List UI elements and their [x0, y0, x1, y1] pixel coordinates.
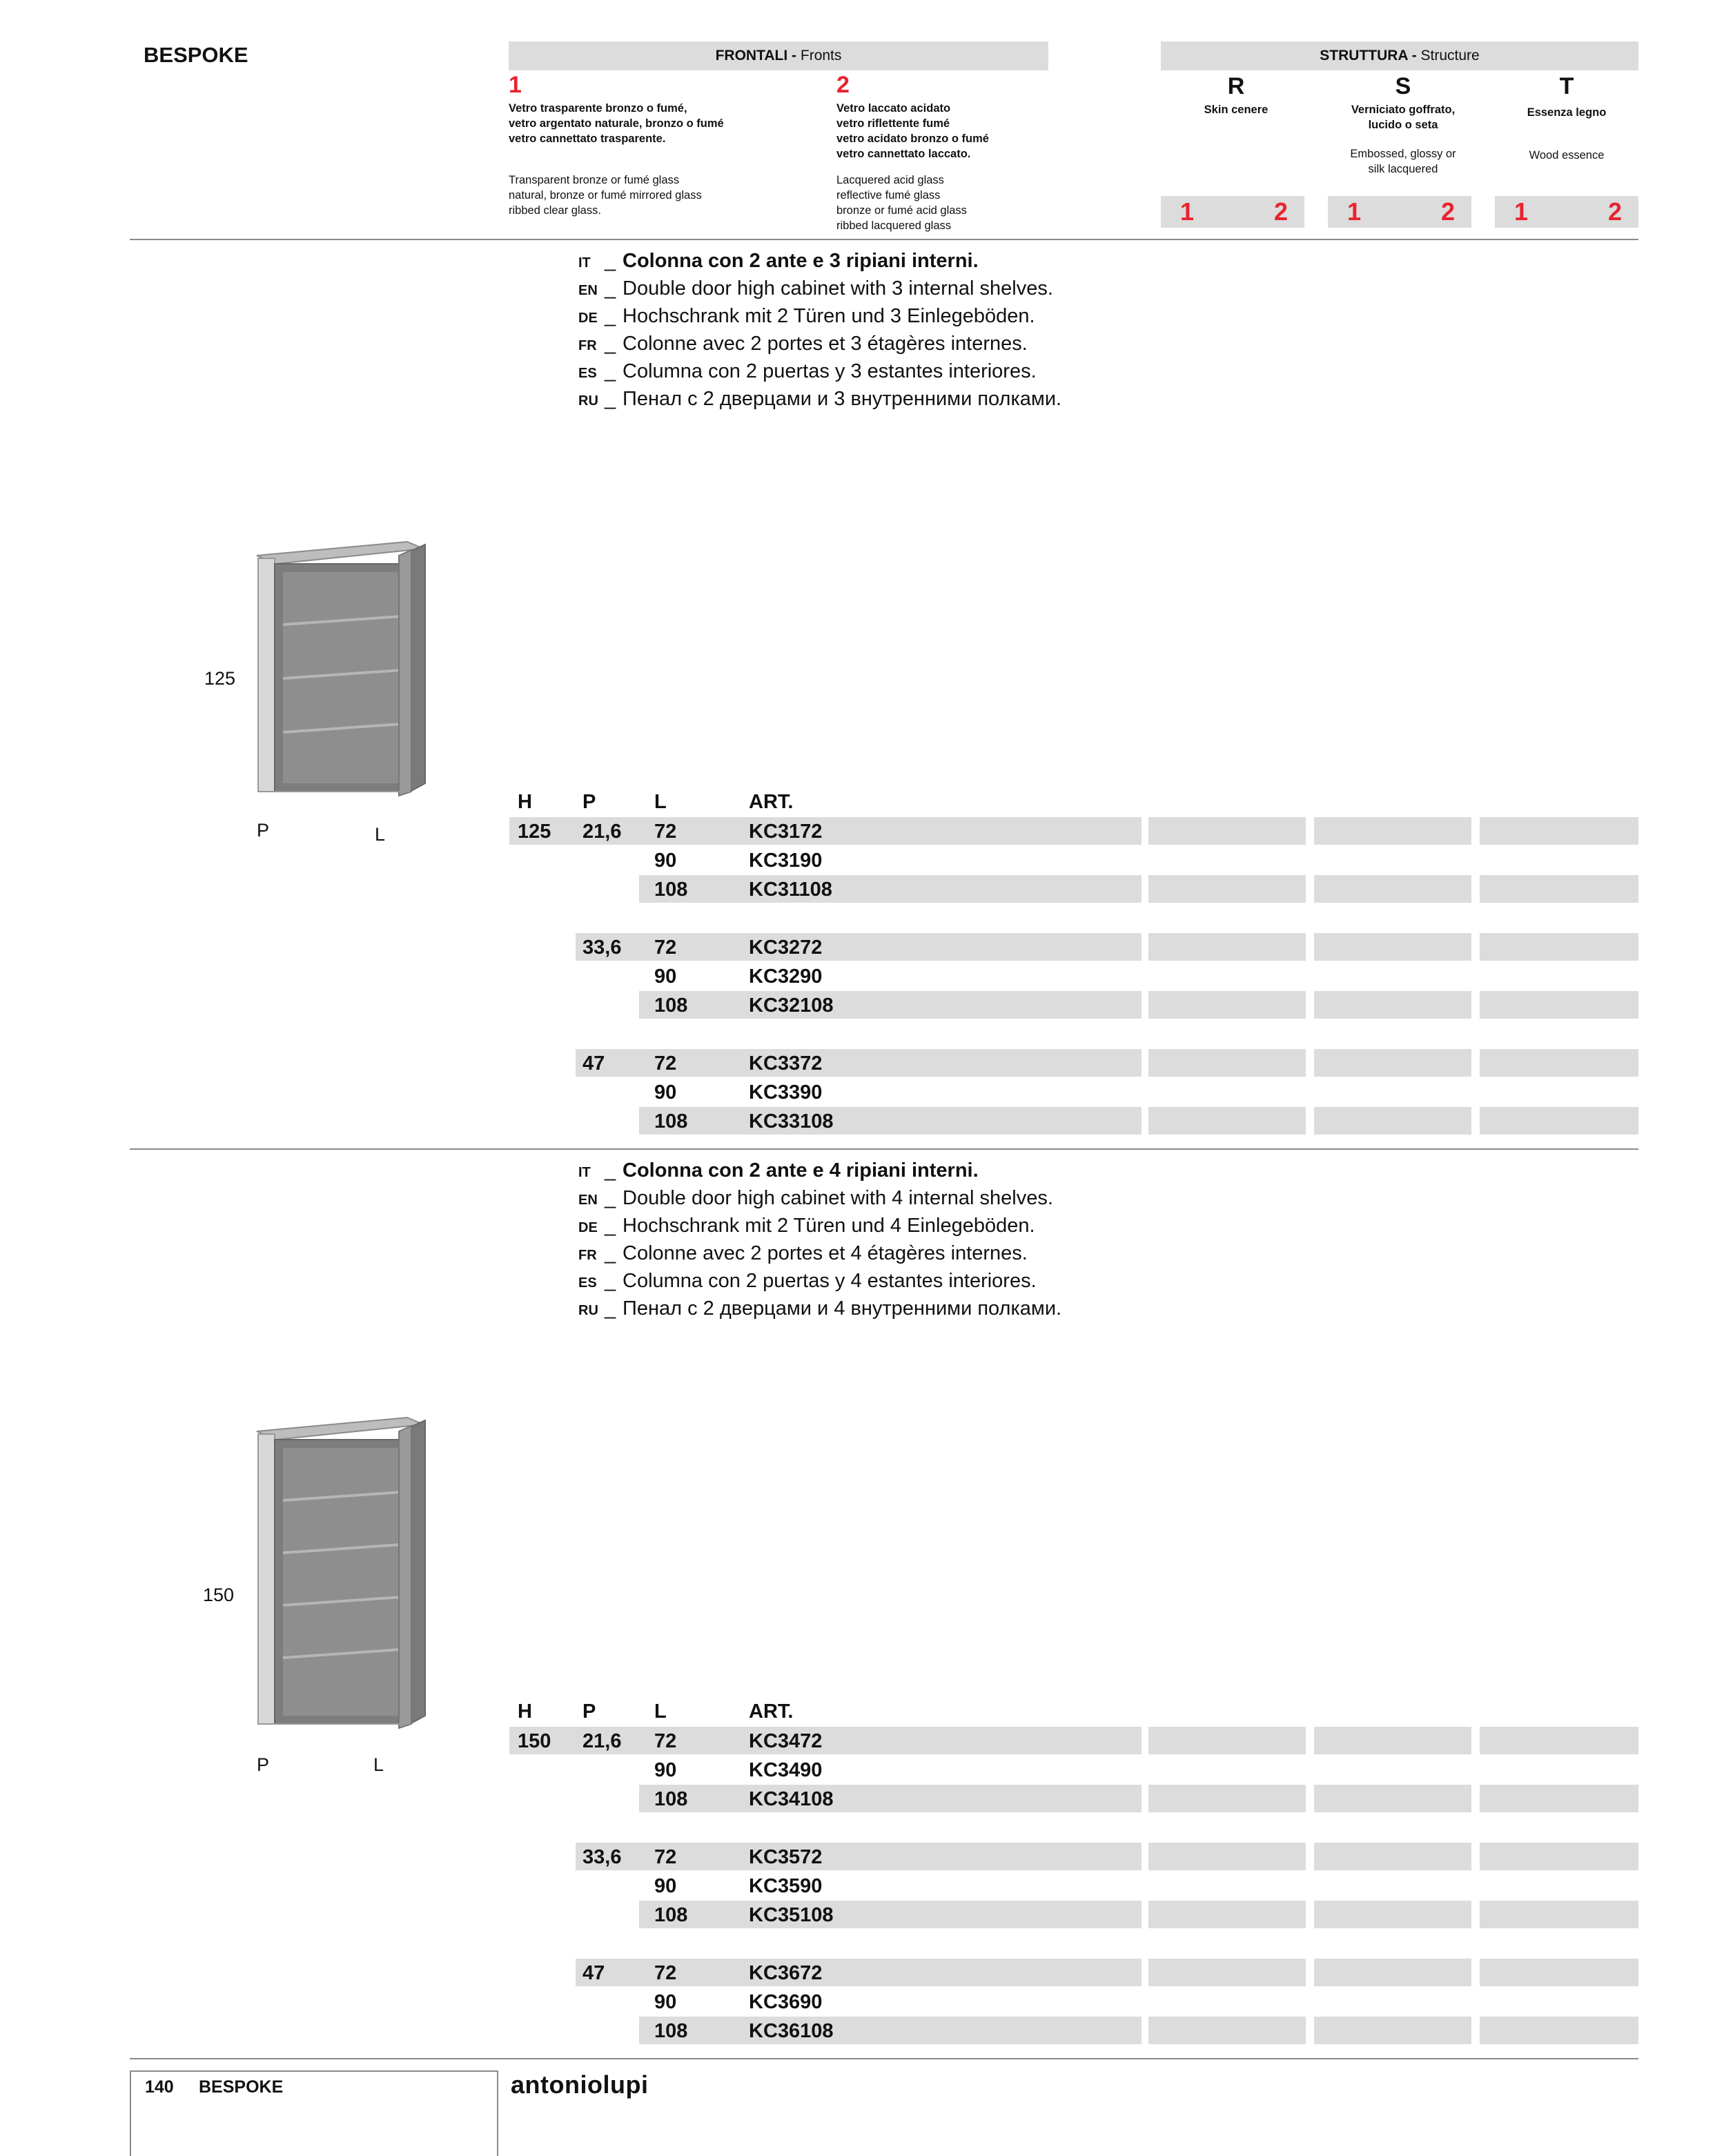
cell-l: 108: [654, 1110, 688, 1133]
cell-art: KC3190: [749, 850, 823, 872]
cell-p: 33,6: [582, 1846, 622, 1868]
cell-l: 72: [654, 937, 677, 959]
finish-cell-t: [1480, 933, 1638, 961]
structure-option-s: [1328, 75, 1478, 177]
description-line: DE _ Hochschrank mit 2 Türen und 3 Einlegeböden.: [578, 302, 1035, 332]
text-line: Verniciato goffrato,: [1351, 104, 1456, 116]
description-text: Colonna con 2 ante e 4 ripiani interni.: [623, 1159, 979, 1182]
description-line: FR _ Colonne avec 2 portes et 4 étagères internes.: [578, 1239, 1028, 1269]
cell-l: 72: [654, 1962, 677, 1984]
finish-number: 2: [1274, 197, 1289, 226]
structure-s-finish-bar: [1328, 196, 1471, 228]
front-option-number: 1: [509, 72, 522, 98]
front-option-2: [836, 73, 1044, 233]
description-line: EN _ Double door high cabinet with 4 internal shelves.: [578, 1184, 1053, 1214]
page-number: 140: [145, 2077, 174, 2097]
cell-art: KC32108: [749, 994, 834, 1017]
cabinet-width-label: L: [375, 824, 386, 845]
finish-cell-r: [1148, 991, 1306, 1019]
finish-cell-r: [1148, 875, 1306, 903]
footer-divider: [130, 2058, 1638, 2059]
finish-cell-s: [1314, 1843, 1471, 1870]
text-line: Vetro trasparente bronzo o fumé,: [509, 102, 687, 115]
finish-cell-s: [1314, 2017, 1471, 2044]
description-text: Colonna con 2 ante e 3 ripiani interni.: [623, 250, 979, 272]
catalog-title: BESPOKE: [144, 43, 248, 67]
cell-art: KC3272: [749, 937, 823, 959]
finish-number: 1: [1514, 197, 1529, 226]
col-header-l: L: [654, 791, 667, 813]
structure-option-r: [1161, 75, 1311, 117]
cell-h: 125: [518, 821, 551, 843]
cell-art: KC3172: [749, 821, 823, 843]
cell-l: 72: [654, 821, 677, 843]
finish-cell-t: [1480, 1727, 1638, 1754]
cell-p: 47: [582, 1052, 605, 1075]
finish-cell-r: [1148, 1959, 1306, 1986]
cell-l: 90: [654, 1081, 677, 1104]
structure-option-t: [1495, 75, 1638, 163]
finish-cell-s: [1314, 1727, 1471, 1754]
cell-l: 72: [654, 1730, 677, 1752]
finish-cell-r: [1148, 1049, 1306, 1077]
cabinet-depth-label: P: [257, 1754, 270, 1775]
cell-l: 108: [654, 1904, 688, 1926]
cell-h: 150: [518, 1730, 551, 1752]
description-line: IT _ Colonna con 2 ante e 3 ripiani interni.: [578, 247, 979, 277]
text-line: vetro cannettato trasparente.: [509, 133, 666, 145]
header-divider: [130, 239, 1638, 240]
finish-cell-t: [1480, 817, 1638, 845]
finish-cell-s: [1314, 875, 1471, 903]
language-code: DE: [578, 311, 598, 326]
language-code: ES: [578, 366, 597, 381]
text-line: Vetro laccato acidato: [836, 102, 951, 115]
col-header-h: H: [518, 791, 532, 813]
front-option-number: 2: [836, 72, 850, 98]
description-line: IT _ Colonna con 2 ante e 4 ripiani interni.: [578, 1157, 979, 1186]
language-code: RU: [578, 393, 598, 409]
cabinet-height-label: 125: [204, 668, 236, 689]
description-text: Colonne avec 2 portes et 4 étagères internes.: [623, 1242, 1028, 1264]
finish-cell-t: [1480, 1843, 1638, 1870]
finish-cell-s: [1314, 1785, 1471, 1812]
text-line: Transparent bronze or fumé glass: [509, 174, 680, 186]
row-bar: [639, 1107, 1142, 1135]
cell-art: KC3472: [749, 1730, 823, 1752]
cell-art: KC36108: [749, 2020, 834, 2042]
row-bar: [639, 2017, 1142, 2044]
col-header-l: L: [654, 1701, 667, 1723]
cell-l: 90: [654, 1991, 677, 2013]
text-line: natural, bronze or fumé mirrored glass: [509, 189, 702, 202]
finish-cell-r: [1148, 1727, 1306, 1754]
finish-cell-r: [1148, 1843, 1306, 1870]
structure-en: [1328, 146, 1478, 177]
finish-cell-s: [1314, 1107, 1471, 1135]
cell-art: KC3290: [749, 966, 823, 988]
finish-cell-r: [1148, 2017, 1306, 2044]
cell-art: KC33108: [749, 1110, 834, 1133]
finish-number: 2: [1608, 197, 1623, 226]
finish-cell-t: [1480, 1049, 1638, 1077]
language-code: EN: [578, 283, 598, 298]
row-bar: [639, 875, 1142, 903]
brand-logo: antoniolupi: [511, 2070, 649, 2099]
language-code: EN: [578, 1193, 598, 1208]
cell-p: 33,6: [582, 937, 622, 959]
language-code: IT: [578, 255, 591, 271]
text-line: silk lacquered: [1368, 163, 1438, 175]
text-line: Lacquered acid glass: [836, 174, 944, 186]
text-line: vetro argentato naturale, bronzo o fumé: [509, 117, 724, 130]
article-table-2: [0, 1727, 1724, 2044]
description-text: Columna con 2 puertas y 4 estantes interiores.: [623, 1270, 1037, 1292]
finish-cell-t: [1480, 1901, 1638, 1928]
language-code: DE: [578, 1220, 598, 1235]
cell-art: KC3672: [749, 1962, 823, 1984]
finish-cell-t: [1480, 1785, 1638, 1812]
description-line: RU _ Пенал с 2 дверцами и 4 внутренними полками.: [578, 1295, 1061, 1324]
cell-l: 108: [654, 1788, 688, 1810]
cell-l: 108: [654, 994, 688, 1017]
description-line: FR _ Colonne avec 2 portes et 3 étagères internes.: [578, 330, 1028, 360]
col-header-art: ART.: [749, 1701, 794, 1723]
finish-number: 1: [1180, 197, 1195, 226]
text-line: ribbed clear glass.: [509, 204, 601, 217]
text-line: lucido o seta: [1368, 119, 1438, 131]
row-bar: [639, 1785, 1142, 1812]
description-text: Columna con 2 puertas y 3 estantes interiores.: [623, 360, 1037, 382]
finish-cell-t: [1480, 1107, 1638, 1135]
cell-l: 108: [654, 879, 688, 901]
language-code: FR: [578, 338, 597, 353]
cell-l: 90: [654, 1875, 677, 1897]
description-line: DE _ Hochschrank mit 2 Türen und 4 Einlegeböden.: [578, 1212, 1035, 1242]
cell-art: KC31108: [749, 879, 832, 901]
cabinet-illustration-1: [248, 535, 428, 811]
row-bar: [639, 1901, 1142, 1928]
row-bar: [639, 991, 1142, 1019]
language-code: IT: [578, 1165, 591, 1180]
cabinet-illustration-2: [248, 1411, 428, 1746]
fronts-header-bold: FRONTALI -: [715, 48, 797, 63]
cell-art: KC35108: [749, 1904, 834, 1926]
finish-number: 1: [1347, 197, 1362, 226]
finish-cell-r: [1148, 1901, 1306, 1928]
col-header-h: H: [518, 1701, 532, 1723]
article-table-1: [0, 817, 1724, 1135]
description-line: RU _ Пенал с 2 дверцами и 3 внутренними полками.: [578, 385, 1061, 415]
cell-p: 21,6: [582, 821, 622, 843]
finish-cell-r: [1148, 1107, 1306, 1135]
front-option-it: [836, 101, 1044, 161]
finish-cell-t: [1480, 1959, 1638, 1986]
finish-cell-s: [1314, 1959, 1471, 1986]
structure-en: Wood essence: [1529, 149, 1605, 161]
structure-it: Essenza legno: [1527, 106, 1607, 119]
structure-it: Skin cenere: [1204, 104, 1268, 116]
structure-r-finish-bar: [1161, 196, 1304, 228]
description-line: EN _ Double door high cabinet with 3 internal shelves.: [578, 275, 1053, 304]
cell-art: KC3390: [749, 1081, 823, 1104]
text-line: ribbed lacquered glass: [836, 219, 952, 232]
description-text: Пенал с 2 дверцами и 4 внутренними полками.: [623, 1297, 1062, 1320]
text-line: vetro riflettente fumé: [836, 117, 950, 130]
description-text: Double door high cabinet with 3 internal shelves.: [623, 277, 1053, 300]
finish-cell-s: [1314, 933, 1471, 961]
structure-header: [1161, 41, 1638, 70]
structure-letter: S: [1395, 73, 1411, 99]
description-text: Пенал с 2 дверцами и 3 внутренними полками.: [623, 388, 1062, 410]
section-divider: [130, 1148, 1638, 1150]
finish-cell-t: [1480, 2017, 1638, 2044]
cell-l: 72: [654, 1846, 677, 1868]
cell-p: 21,6: [582, 1730, 622, 1752]
fronts-header: [509, 41, 1048, 70]
cell-art: KC3572: [749, 1846, 823, 1868]
front-option-it: [509, 101, 778, 146]
structure-it: [1328, 102, 1478, 133]
col-header-p: P: [582, 791, 596, 813]
product-description-2: [578, 1157, 1407, 1329]
structure-header-bold: STRUTTURA -: [1320, 48, 1417, 63]
front-option-en: [836, 173, 1044, 233]
finish-cell-r: [1148, 817, 1306, 845]
text-line: bronze or fumé acid glass: [836, 204, 967, 217]
finish-cell-s: [1314, 1049, 1471, 1077]
cell-l: 108: [654, 2020, 688, 2042]
finish-cell-t: [1480, 875, 1638, 903]
finish-number: 2: [1441, 197, 1456, 226]
cell-art: KC34108: [749, 1788, 834, 1810]
col-header-art: ART.: [749, 791, 794, 813]
footer-section: BESPOKE: [199, 2077, 284, 2097]
finish-cell-t: [1480, 991, 1638, 1019]
cabinet-height-label: 150: [203, 1585, 235, 1605]
structure-header-light: Structure: [1420, 48, 1480, 63]
finish-cell-s: [1314, 817, 1471, 845]
description-text: Colonne avec 2 portes et 3 étagères internes.: [623, 333, 1028, 355]
structure-letter: T: [1559, 73, 1574, 99]
finish-cell-r: [1148, 933, 1306, 961]
structure-letter: R: [1227, 73, 1245, 99]
front-option-en: [509, 173, 778, 218]
description-text: Hochschrank mit 2 Türen und 4 Einlegeböden.: [623, 1215, 1035, 1237]
cell-l: 90: [654, 1759, 677, 1781]
cell-art: KC3372: [749, 1052, 823, 1075]
text-line: vetro acidato bronzo o fumé: [836, 133, 989, 145]
finish-cell-s: [1314, 1901, 1471, 1928]
cabinet-width-label: L: [373, 1754, 384, 1775]
language-code: RU: [578, 1303, 598, 1318]
description-text: Hochschrank mit 2 Türen und 3 Einlegeböden.: [623, 305, 1035, 327]
description-text: Double door high cabinet with 4 internal shelves.: [623, 1187, 1053, 1209]
product-description-1: [578, 247, 1407, 420]
cell-art: KC3690: [749, 1991, 823, 2013]
front-option-1: [509, 73, 778, 218]
text-line: vetro cannettato laccato.: [836, 148, 971, 160]
cell-art: KC3490: [749, 1759, 823, 1781]
cell-p: 47: [582, 1962, 605, 1984]
structure-t-finish-bar: [1495, 196, 1638, 228]
language-code: FR: [578, 1248, 597, 1263]
cell-l: 90: [654, 850, 677, 872]
text-line: reflective fumé glass: [836, 189, 941, 202]
language-code: ES: [578, 1275, 597, 1291]
fronts-header-light: Fronts: [800, 48, 842, 63]
description-line: ES _ Columna con 2 puertas y 3 estantes interiores.: [578, 357, 1037, 387]
footer-page-box: [130, 2070, 498, 2156]
col-header-p: P: [582, 1701, 596, 1723]
description-line: ES _ Columna con 2 puertas y 4 estantes interiores.: [578, 1267, 1037, 1297]
text-line: Embossed, glossy or: [1350, 148, 1456, 160]
cell-l: 90: [654, 966, 677, 988]
cabinet-depth-label: P: [257, 820, 270, 841]
finish-cell-r: [1148, 1785, 1306, 1812]
cell-art: KC3590: [749, 1875, 823, 1897]
cell-l: 72: [654, 1052, 677, 1075]
finish-cell-s: [1314, 991, 1471, 1019]
